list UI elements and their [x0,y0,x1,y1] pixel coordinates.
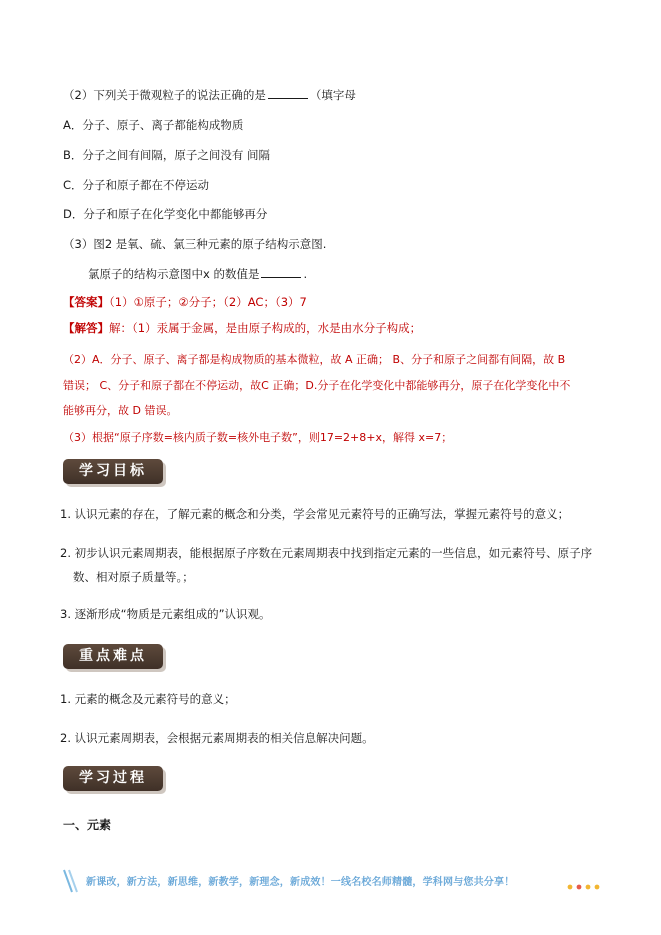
q2-option-a: A．分子、原子、离子都能构成物质 [63,118,244,132]
q3-line1: （3）图2 是氧、硫、氯三种元素的原子结构示意图. [63,237,327,251]
section-banner-key-points: 重点难点 [63,644,163,669]
goal-item-3: 3. 逐渐形成“物质是元素组成的”认识观。 [60,607,271,621]
q2-option-c: C．分子和原子都在不停运动 [63,178,210,192]
footer-text: 新课改，新方法，新思维，新教学，新理念，新成效！一线名校名师精髓，学科网与您共分享！ [86,877,515,888]
analysis-line5: （3）根据“原子序数=核内质子数=核外电子数”，则17=2+8+x，解得 x=7； [63,431,453,444]
answer-label: 【答案】 [63,295,109,309]
dots-decoration-icon [565,882,605,892]
section-banner-goals: 学习目标 [63,459,163,484]
analysis-line1: 【解答】解：（1）汞属于金属，是由原子构成的，水是由水分子构成； [63,321,422,335]
goal-item-1: 1. 认识元素的存在，了解元素的概念和分类，学会常见元素符号的正确写法，掌握元素符号的意义； [60,507,570,521]
goal-item-2: 2. 初步认识元素周期表，能根据原子序数在元素周期表中找到指定元素的一些信息，如元素符号、原子序 [60,546,593,560]
analysis-line2: （2）A．分子、原子、离子都是构成物质的基本微粒，故 A 正确； B、分子和原子之间都有间隔，故 B [63,353,566,366]
q3-line2: 氯原子的结构示意图中x 的数值是 . [88,267,308,281]
goal-item-2-cont: 数、相对原子质量等。； [73,570,194,584]
footer-slogan [60,866,605,896]
q2-option-b: B．分子之间有间隔，原子之间没有 间隔 [63,148,271,162]
q2-option-d: D．分子和原子在化学变化中都能够再分 [63,207,268,221]
answer-line: 【答案】（1）①原子；②分子；（2）AC；（3）7 [63,295,307,309]
q2-prompt: （2）下列关于微观粒子的说法正确的是 （填字母 [63,88,356,102]
analysis-line4: 能够再分，故 D 错误。 [63,404,178,417]
answer-blank-q3[interactable] [261,266,301,278]
key-item-1: 1. 元素的概念及元素符号的意义； [60,692,236,706]
analysis-line3: 错误； C、分子和原子都在不停运动，故C 正确；D.分子在化学变化中都能够再分，原子在化学变化中不 [63,379,571,392]
subheading-elements: 一、元素 [63,818,112,832]
section-banner-process: 学习过程 [63,766,163,791]
slash-decoration-icon [60,868,82,894]
analysis-label: 【解答】 [63,321,109,335]
key-item-2: 2. 认识元素周期表，会根据元素周期表的相关信息解决问题。 [60,731,374,745]
answer-blank-q2[interactable] [268,87,308,99]
